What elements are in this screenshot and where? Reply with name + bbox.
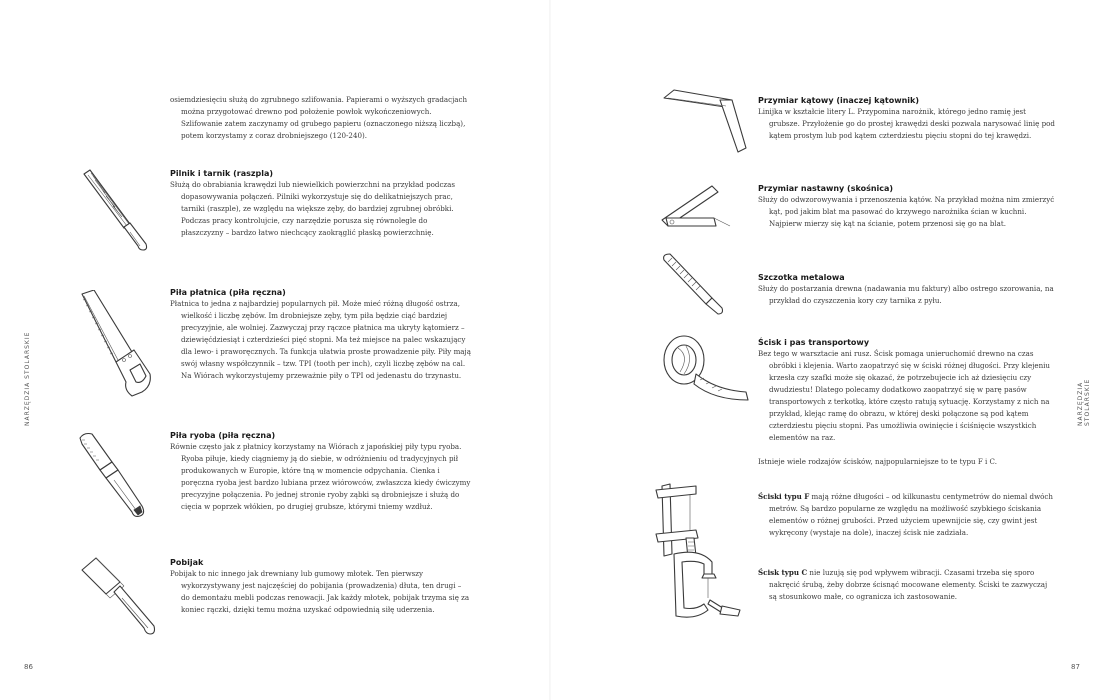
intro-paragraph [170, 94, 472, 142]
section-wire-brush [758, 272, 1056, 307]
section-mallet [170, 557, 472, 616]
section-title: Szczotka metalowa [758, 273, 845, 282]
section-body: Pobijak to nic innego jak drewniany lub gumowy młotek. Ten pierwszy wykorzystywany jest najczęściej do pobijania (prowadzenia) dłuta, ten drugi – do demontażu mebli podczas renowacji. Jak każdy młotek, pobijak trzyma się za koniec rączki, dzięki temu można uzyskać odpowiednią siłę uderzenia. [170, 569, 470, 614]
running-head-right: NARZĘDZIA STOLARSKIE [1077, 378, 1091, 426]
section-title: Przymiar nastawny (skośnica) [758, 184, 894, 193]
section-title: Piła ryoba (piła ręczna) [170, 431, 276, 440]
lead-term: Ściski typu F [758, 492, 810, 501]
section-body [758, 491, 1056, 539]
section-body: Służy do postarzania drewna (nadawania mu faktury) albo ostrego szorowania, na przykład do czyszczenia kory czy tarnika z pyłu. [758, 284, 1054, 305]
page-number-right: 87 [1071, 663, 1080, 671]
section-body-types: Istnieje wiele rodzajów ścisków, najpopularniejsze to te typu F i C. [758, 457, 997, 466]
section-sliding-bevel [758, 183, 1056, 230]
section-file [170, 168, 472, 239]
section-title: Piła płatnica (piła ręczna) [170, 288, 286, 297]
lead-term: Ścisk typu C [758, 568, 808, 577]
section-clamps-and-strap [758, 337, 1056, 468]
lead-text: nie luzują się pod wpływem wibracji. Czasami trzeba się sporo nakręcić śrubą, żeby dobrze ścisnąć mocowane elementy. Ściski te zazwyczaj są stosunkowo małe, co ogranicza ich zastosowanie. [769, 568, 1048, 601]
section-body: Bez tego w warsztacie ani rusz. Ścisk pomaga unieruchomić drewno na czas obróbki i klejenia. Warto zaopatrzyć się w ściski różnej długości. Przy klejeniu krzesła czy szafki może się okazać, że potrzebujecie ich aż dziesięciu czy dwudziestu! Dlatego polecamy dodatkowo zaopatrzyć się w parę pasów transportowych z terkotką, które często ratują sytuację. Korzystamy z nich na przykład, klejąc ramę do obrazu, w której deski połączone są pod kątem czterdziestu pięciu stopni. Pas umożliwia owinięcie i ściśnięcie wszystkich elementów na raz. [758, 349, 1050, 442]
panel-saw-icon [76, 290, 166, 400]
ratchet-strap-icon [656, 330, 756, 410]
section-c-clamp [758, 567, 1056, 603]
page-number-left: 86 [24, 663, 33, 671]
section-body: Służą do obrabiania krawędzi lub niewielkich powierzchni na przykład podczas dopasowywania połączeń. Pilniki wykorzystuje się do delikatniejszych prac, tarniki (raszple), ze względu na większe zęby, do bardziej zgrubnej obróbki. Podczas pracy kontrolujcie, czy narzędzie porusza się równolegle do płaszczyzny – bardzo łatwo niechcący zaokrąglić płaską powierzchnię. [170, 180, 456, 237]
section-title: Ścisk i pas transportowy [758, 338, 870, 347]
right-page [550, 0, 1100, 700]
section-title: Przymiar kątowy (inaczej kątownik) [758, 96, 920, 105]
mallet-icon [80, 554, 170, 644]
intro-text: osiemdziesięciu służą do zgrubnego szlifowania. Papierami o wyższych gradacjach można przygotować drewno pod położenie powłok wykończeniowych. Szlifowanie zatem zaczynamy od grubego papieru (oznaczonego niższą liczbą), potem korzystamy z coraz drobniejszego (120-240). [170, 95, 468, 140]
section-try-square [758, 95, 1056, 142]
file-icon [80, 166, 160, 256]
section-title: Pobijak [170, 558, 204, 567]
lead-text: mają różne długości – od kilkunastu centymetrów do niemal dwóch metrów. Są bardzo popularne ze względu na możliwość szybkiego ściskania elementów o różnej grubości. Przed użyciem upewnijcie się, czy gwint jest wykręcony (wystaje na dole), inaczej ścisk nie zadziała. [769, 492, 1053, 537]
section-body: Równie często jak z płatnicy korzystamy na Wiórach z japońskiej piły typu ryoba. Ryoba piłuje, kiedy ciągniemy ją do siebie, w odróżnieniu od tradycyjnych pił produkowanych w Europie, które tną w momencie odpychania. Cienka i poręczna ryoba jest bardzo lubiana przez wiórowców, zwłaszcza kiedy ćwiczymy precyzyjne połączenia. Po jednej stronie ryoby ząbki są drobniejsze i służą do cięcia w poprzek włókien, po drugiej grubsze, którymi tniemy wzdłuż. [170, 442, 471, 511]
sliding-bevel-icon [658, 178, 748, 238]
section-panel-saw [170, 287, 472, 382]
section-body [758, 567, 1056, 603]
section-title: Pilnik i tarnik (raszpla) [170, 169, 274, 178]
wire-brush-icon [660, 250, 730, 320]
ryoba-saw-icon [78, 430, 158, 530]
section-body: Płatnica to jedna z najbardziej popularnych pił. Może mieć różną długość ostrza, wielkość i liczbę zębów. Im drobniejsze zęby, tym piła będzie ciąć bardziej precyzyjnie, ale wolniej. Zazwyczaj przy rączce płatnica ma ukryty kątomierz – dziewięćdziesiąt i czterdzieści pięć stopni. Ma też miejsce na palec wskazujący dla lewo- i praworęcznych. Ta funkcja ułatwia proste prowadzenie piły. Piły mają swój własny współczynnik – tzw. TPI (tooth per inch), czyli liczbę zębów na cal. Na Wiórach wykorzystujemy przeważnie piły o TPI od jedenastu do trzynastu. [170, 299, 471, 380]
try-square-icon [660, 86, 750, 156]
section-body: Służy do odwzorowywania i przenoszenia kątów. Na przykład można nim zmierzyć kąt, pod jakim blat ma pasować do krzywego narożnika ścian w kuchni. Najpierw mierzy się kąt na ścianie, potem przenosi się go na blat. [758, 195, 1055, 228]
running-head-left: NARZĘDZIA STOLARSKIE [24, 331, 31, 426]
section-f-clamp [758, 491, 1056, 539]
section-body: Linijka w kształcie litery L. Przypomina narożnik, którego jedno ramię jest grubsze. Przyłożenie go do prostej krawędzi deski pozwala narysować linię pod kątem prostym lub pod kątem czterdziestu pięciu stopni do tej krawędzi. [758, 107, 1055, 140]
c-clamp-icon [660, 548, 756, 628]
section-ryoba-saw [170, 430, 472, 513]
